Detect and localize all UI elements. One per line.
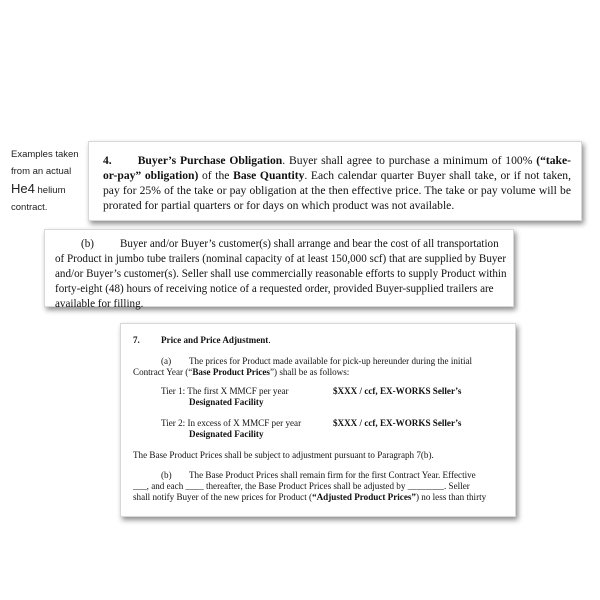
side-note-line: from an actual bbox=[11, 166, 72, 177]
side-note-line: contract. bbox=[11, 202, 48, 213]
clause-bold-term: Base Product Prices bbox=[192, 367, 270, 377]
clause-b-transport-excerpt bbox=[44, 229, 514, 310]
sub-b-line: ___, and each ____ thereafter, the Base Product Prices shall be adjusted by ________. Seller bbox=[133, 481, 470, 491]
clause-label: (b) bbox=[81, 238, 94, 250]
sub-a-line: The prices for Product made available for pick-up hereunder during the initial bbox=[189, 356, 473, 366]
clause-heading-text: Price and Price Adjustment bbox=[161, 335, 269, 345]
sub-b-label: (b) bbox=[161, 470, 172, 480]
sub-a-line bbox=[133, 367, 349, 378]
transport-text bbox=[55, 237, 507, 312]
clause-text: ”) shall be as follows: bbox=[269, 367, 350, 377]
sub-b-line: The Base Product Prices shall remain firm for the first Contract Year. Effective bbox=[189, 470, 476, 480]
clause-4-text bbox=[103, 153, 571, 213]
tier-1-price: $XXX / ccf, EX-WORKS Seller’s bbox=[333, 386, 462, 396]
clause-text: ) no less than thirty bbox=[415, 492, 487, 502]
side-note-helium: helium bbox=[37, 185, 66, 196]
tier-2-label: Tier 2: In excess of X MMCF per year bbox=[161, 418, 302, 428]
clause-bold-term: Base Quantity bbox=[233, 169, 305, 182]
adjustment-sentence: The Base Product Prices shall be subject to adjustment pursuant to Paragraph 7(b). bbox=[133, 450, 434, 460]
clause-text: of the bbox=[198, 169, 234, 182]
clause-number: 7. bbox=[133, 335, 140, 345]
clause-text: . Buyer shall agree to purchase a minimum of 100% bbox=[282, 154, 537, 167]
clause-bold-term: “Adjusted Product Prices” bbox=[312, 492, 416, 502]
clause-4-excerpt bbox=[88, 141, 582, 221]
side-note-line bbox=[11, 180, 89, 199]
clause-heading-period: . bbox=[268, 335, 271, 345]
clause-text: . Each calendar quarter Buyer shall take, or if not taken, pay for 25% of the take or pay obligation at the then effective price. The take or pay volume will be prorated for partial quarters or for days on which product was not available. bbox=[103, 169, 571, 212]
clause-7-body bbox=[121, 324, 515, 516]
tier-1-label: Tier 1: The first X MMCF per year bbox=[161, 386, 289, 396]
clause-bold-term: (“take-or-pay” obligation) bbox=[103, 154, 572, 182]
sub-a-label: (a) bbox=[161, 356, 172, 366]
tier-1-facility: Designated Facility bbox=[189, 397, 264, 407]
side-note-he4: He4 bbox=[11, 181, 35, 196]
clause-text: shall notify Buyer of the new prices for Product ( bbox=[133, 492, 313, 502]
side-note-line: Examples taken bbox=[11, 149, 79, 160]
clause-heading bbox=[161, 335, 271, 346]
clause-text: Contract Year (“ bbox=[133, 367, 193, 377]
clause-7-excerpt bbox=[120, 323, 516, 517]
clause-number: 4. bbox=[103, 154, 112, 167]
clause-text: Buyer and/or Buyer’s customer(s) shall arrange and bear the cost of all transportation of Product in jumbo tube trailers (nominal capacity of at least 150,000 scf) that are supplied by Buyer and/or Buyer’s customer(s). Seller shall use commercially reasonable efforts to supply Product within forty-eight (48) hours of receiving notice of a requested order, provided Buyer-supplied trailers are available for filling. bbox=[55, 238, 507, 310]
tier-2-price: $XXX / ccf, EX-WORKS Seller’s bbox=[333, 418, 462, 428]
side-note bbox=[11, 146, 89, 216]
sub-b-line bbox=[133, 492, 486, 503]
tier-2-facility: Designated Facility bbox=[189, 429, 264, 439]
clause-heading: Buyer’s Purchase Obligation bbox=[137, 154, 283, 167]
